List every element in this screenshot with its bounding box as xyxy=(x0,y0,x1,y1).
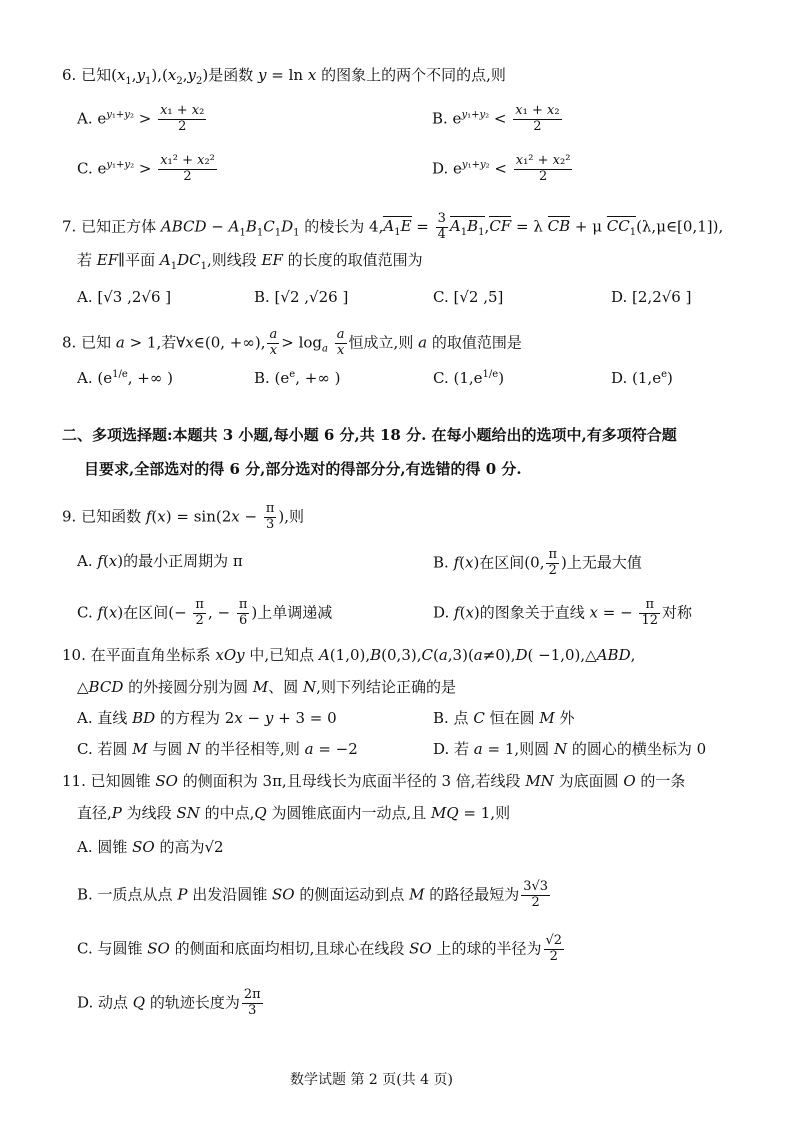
q10-option-b: B. 点 C 恒在圆 M 外 xyxy=(433,709,575,727)
q6-option-c: C. $e^{y_1+y_2}$ > $\frac{\text{x₁² + x₂²}}{2}$ xyxy=(77,153,215,184)
q7-option-b: B. [√2 ,√26 ] xyxy=(254,288,349,306)
q8-option-b: B. ($e^e$, +∞ ) xyxy=(254,369,341,387)
q9-stem: 9. 已知函数 f(x) = sin(2x − $\frac{\pi}{3}$ ),则 xyxy=(62,501,305,532)
q11-option-a: A. 圆锥 SO 的高为√2 xyxy=(77,838,224,856)
q6-stem: 6. 已知$(x_1,y_1),(x_2,y_2)$是函数 y = ln x 的图象上的两个不同的点,则 xyxy=(62,66,506,87)
q7-option-d: D. [2,2√6 ] xyxy=(611,288,692,306)
q6-option-b: B. $e^{y_1+y_2}$ < $\frac{\text{x₁ + x₂}}{2}$ xyxy=(432,103,560,134)
q11-stem-line1: 11. 已知圆锥 SO 的侧面积为 3π,且母线长为底面半径的 3 倍,若线段 MN 为底面圆 O 的一条 xyxy=(62,772,686,790)
q9-option-c: C. f(x)在区间(− $\frac{\pi}{2}$ , − $\frac{\pi}{6}$ )上单调递减 xyxy=(77,597,333,628)
q10-option-a: A. 直线 BD 的方程为 2x − y + 3 = 0 xyxy=(77,709,337,727)
q9-option-d: D. f(x)的图象关于直线 x = − $\frac{\pi}{12}$ 对称 xyxy=(433,597,693,628)
q10-option-c: C. 若圆 M 与圆 N 的半径相等,则 a = −2 xyxy=(77,740,358,758)
q7-stem-line1: 7. 已知正方体 ABCD − $A_1B_1C_1D_1$ 的棱长为 $4,A_1E$ = $\frac{3}{4}$ $A_1B_1,CF = \lambda$ CB + μ $CC_1(\lambda,\mu\in[0,1])$, xyxy=(62,211,724,242)
q7-option-c: C. [√2 ,5] xyxy=(433,288,504,306)
q10-stem-line1: 10. 在平面直角坐标系 xOy 中,已知点 A(1,0),B(0,3),C(a,3)(a≠0),D( −1,0),△ABD, xyxy=(62,646,636,664)
q10-stem-line2: △BCD 的外接圆分别为圆 M、圆 N,则下列结论正确的是 xyxy=(77,678,456,696)
section-2-heading-line2: 目要求,全部选对的得 6 分,部分选对的得部分分,有选错的得 0 分. xyxy=(84,460,522,478)
q11-stem-line2: 直径,P 为线段 SN 的中点,Q 为圆锥底面内一动点,且 MQ = 1,则 xyxy=(77,804,511,822)
q8-option-c: C. $(1,e^{1/e})$ xyxy=(433,369,505,387)
q7-option-a: A. [√3 ,2√6 ] xyxy=(77,288,172,306)
section-2-heading-line1: 二、多项选择题:本题共 3 小题,每小题 6 分,共 18 分. 在每小题给出的选项中,有多项符合题 xyxy=(62,426,677,444)
q11-option-d: D. 动点 Q 的轨迹长度为 $\frac{2\pi}{3}$ xyxy=(77,987,261,1018)
q11-option-b: B. 一质点从点 P 出发沿圆锥 SO 的侧面运动到点 M 的路径最短为 $\frac{3√3}{2}$ xyxy=(77,879,549,910)
q11-option-c: C. 与圆锥 SO 的侧面和底面均相切,且球心在线段 SO 上的球的半径为 $\frac{√2}{2}$ xyxy=(77,933,563,964)
q8-stem: 8. 已知 a > 1,若∀x∈(0, +∞), $\frac{a}{x}$ > $\log_a$ $\frac{a}{x}$ 恒成立,则 a 的取值范围是 xyxy=(62,327,522,358)
q9-option-b: B. f(x)在区间(0, $\frac{\pi}{2}$ )上无最大值 xyxy=(433,547,642,578)
q8-option-a: A. ($e^{1/e}$, +∞ ) xyxy=(77,369,173,387)
q8-option-d: D. $(1,e^e)$ xyxy=(611,369,673,387)
q10-option-d: D. 若 a = 1,则圆 N 的圆心的横坐标为 0 xyxy=(433,740,707,758)
q9-option-a: A. f(x)的最小正周期为 π xyxy=(77,552,243,570)
q7-stem-line2: 若 EF∥平面 $A_1DC_1$,则线段 EF 的长度的取值范围为 xyxy=(77,251,423,272)
q6-option-d: D. $e^{y_1+y_2}$ < $\frac{\text{x₁² + x₂²}}{2}$ xyxy=(432,153,571,184)
q6-option-a: A. $e^{y_1+y_2}$ > $\frac{\text{x₁ + x₂}}{2}$ xyxy=(77,103,205,134)
page-footer: 数学试题 第 2 页(共 4 页) xyxy=(290,1072,453,1088)
